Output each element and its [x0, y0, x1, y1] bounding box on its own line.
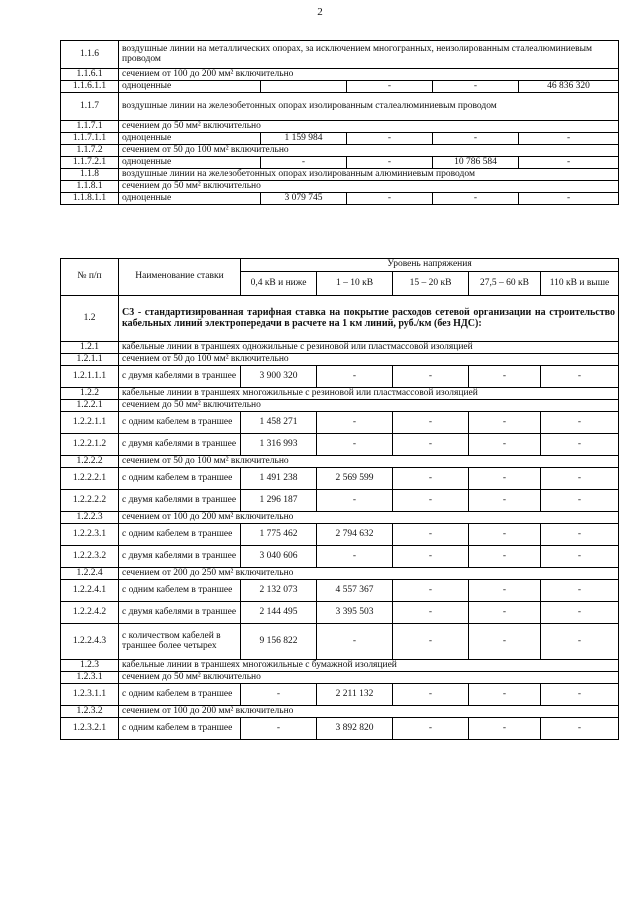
- row-value: -: [519, 193, 619, 205]
- row-value: -: [469, 580, 541, 602]
- row-value: -: [541, 684, 619, 706]
- table-row: [61, 456, 619, 468]
- row-value: -: [393, 624, 469, 660]
- table-row: [61, 672, 619, 684]
- row-value: -: [393, 524, 469, 546]
- row-description: кабельные линии в траншеях многожильные с бумажной изоляцией: [119, 660, 619, 672]
- table-row: [61, 93, 619, 121]
- row-description: кабельные линии в траншеях одножильные с резиновой или пластмассовой изоляцией: [119, 342, 619, 354]
- row-value: -: [433, 193, 519, 205]
- row-value: -: [317, 624, 393, 660]
- row-description: воздушные линии на металлических опорах, за исключением многогранных, неизолированным сталеалюминиевым проводом: [119, 41, 619, 69]
- row-value: -: [393, 718, 469, 740]
- table-row: [61, 342, 619, 354]
- row-value: -: [393, 468, 469, 490]
- row-value: 1 491 238: [241, 468, 317, 490]
- row-code: 1.1.8.1.1: [61, 193, 119, 205]
- row-value: -: [469, 546, 541, 568]
- table-header-row: [61, 259, 619, 272]
- row-code: 1.1.7.1: [61, 121, 119, 133]
- row-value: -: [317, 490, 393, 512]
- row-name: с одним кабелем в траншее: [119, 580, 241, 602]
- table-row: [61, 512, 619, 524]
- row-code: 1.1.8.1: [61, 181, 119, 193]
- table-row-c3: [61, 296, 619, 342]
- row-value: -: [541, 434, 619, 456]
- row-code: 1.2: [61, 296, 119, 342]
- row-value: 3 395 503: [317, 602, 393, 624]
- header-level: 1 – 10 кВ: [317, 272, 393, 296]
- table-overhead-lines-body: [61, 41, 619, 205]
- table-row: [61, 41, 619, 69]
- row-name: одноценные: [119, 193, 261, 205]
- table-row: [61, 193, 619, 205]
- row-value: -: [541, 624, 619, 660]
- row-value: -: [541, 580, 619, 602]
- table-row: [61, 718, 619, 740]
- row-name: с одним кабелем в траншее: [119, 684, 241, 706]
- table-row: [61, 133, 619, 145]
- row-value: 1 159 984: [261, 133, 347, 145]
- row-value: -: [541, 412, 619, 434]
- row-value: -: [433, 81, 519, 93]
- row-value: 3 892 820: [317, 718, 393, 740]
- row-value: -: [469, 490, 541, 512]
- table-row: [61, 157, 619, 169]
- row-name: с одним кабелем в траншее: [119, 412, 241, 434]
- row-value: 1 458 271: [241, 412, 317, 434]
- row-value: -: [519, 133, 619, 145]
- row-code: 1.1.7.2.1: [61, 157, 119, 169]
- row-value: -: [469, 468, 541, 490]
- table-row: [61, 602, 619, 624]
- row-value: -: [317, 546, 393, 568]
- table-cable-lines: [60, 258, 619, 740]
- row-value: -: [393, 602, 469, 624]
- row-name: с двумя кабелями в траншее: [119, 602, 241, 624]
- row-value: -: [541, 546, 619, 568]
- row-code: 1.1.7.2: [61, 145, 119, 157]
- row-code: 1.2.3.1.1: [61, 684, 119, 706]
- row-name: с одним кабелем в траншее: [119, 524, 241, 546]
- row-value: -: [541, 718, 619, 740]
- row-value: -: [261, 157, 347, 169]
- row-value: -: [393, 580, 469, 602]
- row-code: 1.2.2.3: [61, 512, 119, 524]
- row-value: -: [393, 434, 469, 456]
- row-description: сечением от 50 до 100 мм² включительно: [119, 456, 619, 468]
- row-value: -: [317, 366, 393, 388]
- table-row: [61, 706, 619, 718]
- header-level: 15 – 20 кВ: [393, 272, 469, 296]
- row-code: 1.2.1.1: [61, 354, 119, 366]
- row-value: -: [347, 157, 433, 169]
- row-value: -: [469, 524, 541, 546]
- row-code: 1.1.6: [61, 41, 119, 69]
- table-row: [61, 490, 619, 512]
- row-name: с одним кабелем в траншее: [119, 468, 241, 490]
- row-name: одноценные: [119, 81, 261, 93]
- row-value: [261, 81, 347, 93]
- row-code: 1.1.6.1.1: [61, 81, 119, 93]
- table-overhead-lines: [60, 40, 619, 205]
- table-row: [61, 434, 619, 456]
- row-value: -: [469, 602, 541, 624]
- table-row: [61, 684, 619, 706]
- row-value: 1 316 993: [241, 434, 317, 456]
- row-value: -: [347, 133, 433, 145]
- row-name: с двумя кабелями в траншее: [119, 434, 241, 456]
- header-level: 0,4 кВ и ниже: [241, 272, 317, 296]
- table-row: [61, 169, 619, 181]
- row-value: -: [317, 434, 393, 456]
- row-value: -: [393, 684, 469, 706]
- table-row: [61, 181, 619, 193]
- row-name: с одним кабелем в траншее: [119, 718, 241, 740]
- table-row: [61, 568, 619, 580]
- row-value: 46 836 320: [519, 81, 619, 93]
- row-code: 1.2.2.1: [61, 400, 119, 412]
- table-row: [61, 412, 619, 434]
- row-value: -: [393, 412, 469, 434]
- row-name: одноценные: [119, 157, 261, 169]
- row-value: -: [393, 546, 469, 568]
- row-name: с количеством кабелей в траншее более четырех: [119, 624, 241, 660]
- header-level: 27,5 – 60 кВ: [469, 272, 541, 296]
- row-code: 1.2.2.3.2: [61, 546, 119, 568]
- table-cable-lines-body: [61, 296, 619, 740]
- table-row: [61, 81, 619, 93]
- row-code: 1.2.2.4.3: [61, 624, 119, 660]
- row-value: -: [541, 524, 619, 546]
- row-value: -: [541, 602, 619, 624]
- row-value: -: [347, 193, 433, 205]
- row-code: 1.2.2.4.2: [61, 602, 119, 624]
- table-row: [61, 580, 619, 602]
- row-code: 1.1.7: [61, 93, 119, 121]
- table-row: [61, 468, 619, 490]
- row-code: 1.1.7.1.1: [61, 133, 119, 145]
- row-name: с двумя кабелями в траншее: [119, 546, 241, 568]
- row-value: -: [541, 366, 619, 388]
- row-value: 2 794 632: [317, 524, 393, 546]
- row-code: 1.2.2.1.1: [61, 412, 119, 434]
- row-description: сечением до 50 мм² включительно: [119, 400, 619, 412]
- row-code: 1.2.2.2.1: [61, 468, 119, 490]
- row-value: 1 775 462: [241, 524, 317, 546]
- row-name: одноценные: [119, 133, 261, 145]
- row-value: 2 211 132: [317, 684, 393, 706]
- row-description: сечением до 50 мм² включительно: [119, 672, 619, 684]
- row-value: -: [469, 412, 541, 434]
- row-value: -: [241, 684, 317, 706]
- row-description: кабельные линии в траншеях многожильные с резиновой или пластмассовой изоляцией: [119, 388, 619, 400]
- row-code: 1.2.2.4: [61, 568, 119, 580]
- table-row: [61, 354, 619, 366]
- row-code: 1.2.2.1.2: [61, 434, 119, 456]
- row-description: сечением от 100 до 200 мм² включительно: [119, 69, 619, 81]
- c3-title: С3 - стандартизированная тарифная ставка на покрытие расходов сетевой организации на строительство кабельных линий электропередачи в расчете на 1 км линий, руб./км (без НДС):: [119, 296, 619, 342]
- row-code: 1.2.2.3.1: [61, 524, 119, 546]
- page-number: 2: [317, 6, 323, 18]
- table-row: [61, 388, 619, 400]
- row-code: 1.1.8: [61, 169, 119, 181]
- table-row: [61, 546, 619, 568]
- table-row: [61, 145, 619, 157]
- row-code: 1.2.2.2.2: [61, 490, 119, 512]
- header-level: 110 кВ и выше: [541, 272, 619, 296]
- row-description: сечением от 50 до 100 мм² включительно: [119, 145, 619, 157]
- row-value: 3 079 745: [261, 193, 347, 205]
- row-name: с двумя кабелями в траншее: [119, 366, 241, 388]
- row-value: -: [469, 624, 541, 660]
- row-value: -: [541, 490, 619, 512]
- row-value: -: [469, 434, 541, 456]
- row-code: 1.1.6.1: [61, 69, 119, 81]
- row-value: -: [519, 157, 619, 169]
- row-value: -: [433, 133, 519, 145]
- table-row: [61, 400, 619, 412]
- row-value: 10 786 584: [433, 157, 519, 169]
- row-code: 1.2.2: [61, 388, 119, 400]
- row-description: воздушные линии на железобетонных опорах изолированным алюминиевым проводом: [119, 169, 619, 181]
- row-description: воздушные линии на железобетонных опорах изолированным сталеалюминиевым проводом: [119, 93, 619, 121]
- row-code: 1.2.3: [61, 660, 119, 672]
- row-value: -: [241, 718, 317, 740]
- table-row: [61, 660, 619, 672]
- row-value: -: [541, 468, 619, 490]
- header-voltage-level: Уровень напряжения: [241, 259, 619, 272]
- row-value: 2 144 495: [241, 602, 317, 624]
- row-code: 1.2.1: [61, 342, 119, 354]
- row-value: -: [469, 684, 541, 706]
- row-value: 3 040 606: [241, 546, 317, 568]
- row-value: 1 296 187: [241, 490, 317, 512]
- header-num: № п/п: [61, 259, 119, 296]
- row-description: сечением от 200 до 250 мм² включительно: [119, 568, 619, 580]
- row-description: сечением до 50 мм² включительно: [119, 121, 619, 133]
- row-value: -: [393, 490, 469, 512]
- row-code: 1.2.1.1.1: [61, 366, 119, 388]
- row-value: -: [347, 81, 433, 93]
- row-description: сечением до 50 мм² включительно: [119, 181, 619, 193]
- table-row: [61, 624, 619, 660]
- row-description: сечением от 100 до 200 мм² включительно: [119, 512, 619, 524]
- row-code: 1.2.2.2: [61, 456, 119, 468]
- row-code: 1.2.3.2.1: [61, 718, 119, 740]
- table-row: [61, 366, 619, 388]
- table-row: [61, 524, 619, 546]
- row-value: 2 569 599: [317, 468, 393, 490]
- row-value: -: [317, 412, 393, 434]
- row-value: -: [469, 366, 541, 388]
- row-code: 1.2.3.1: [61, 672, 119, 684]
- row-code: 1.2.2.4.1: [61, 580, 119, 602]
- row-value: 2 132 073: [241, 580, 317, 602]
- row-value: 4 557 367: [317, 580, 393, 602]
- table-row: [61, 121, 619, 133]
- row-value: -: [393, 366, 469, 388]
- row-value: 9 156 822: [241, 624, 317, 660]
- table-row: [61, 69, 619, 81]
- header-name: Наименование ставки: [119, 259, 241, 296]
- row-code: 1.2.3.2: [61, 706, 119, 718]
- row-description: сечением от 100 до 200 мм² включительно: [119, 706, 619, 718]
- row-name: с двумя кабелями в траншее: [119, 490, 241, 512]
- row-value: -: [469, 718, 541, 740]
- row-value: 3 900 320: [241, 366, 317, 388]
- row-description: сечением от 50 до 100 мм² включительно: [119, 354, 619, 366]
